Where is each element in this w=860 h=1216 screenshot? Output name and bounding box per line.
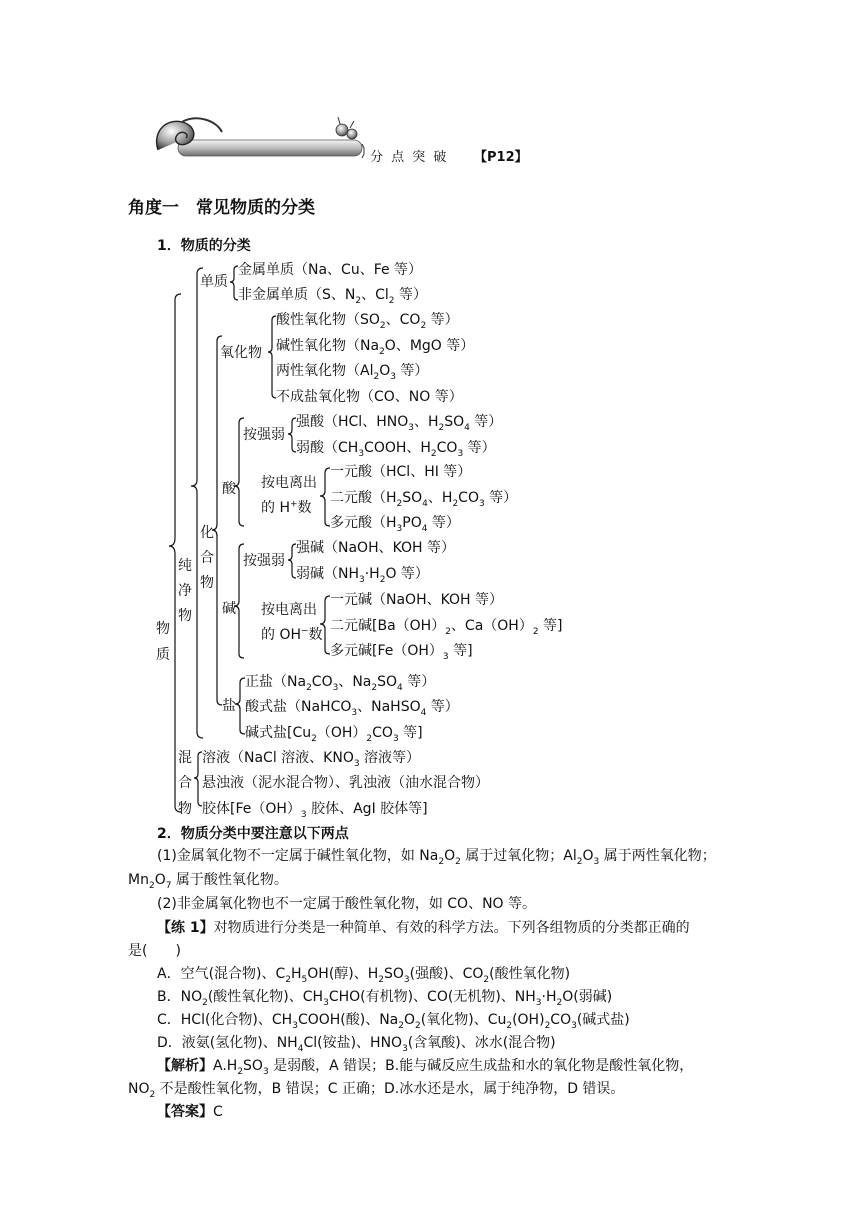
oxide-item-amphoteric: 两性氧化物（$Al_2O_3$ 等）: [276, 363, 429, 382]
mixture-colloid: 胶体[$Fe(OH)_3$ 胶体、AgI 胶体等]: [202, 801, 428, 820]
mixture-label-3: 物: [178, 801, 192, 817]
exercise-tag: 【练 1】: [157, 920, 214, 936]
element-item-nonmetal: 非金属单质（S、$N_2$、$Cl_2$ 等）: [238, 287, 427, 306]
mixture-suspension: 悬浊液（泥水混合物）、乳浊液（油水混合物）: [202, 775, 489, 791]
exercise-question-cont: 是( ): [128, 943, 181, 959]
base-weak: 弱碱（$NH_3\cdot H_2O$ 等）: [296, 566, 429, 585]
compound-label-1: 化: [200, 525, 214, 541]
analysis-tag: 【解析】: [157, 1058, 213, 1074]
oxide-item-neutral: 不成盐氧化物（CO、NO 等）: [276, 389, 463, 405]
mixture-label-1: 混: [178, 750, 192, 766]
answer: [157, 1101, 223, 1123]
acid-ion-label-2: 的 H+数: [261, 499, 312, 516]
tree-heading: 1．物质的分类: [157, 238, 251, 254]
base-strong: 强碱（NaOH、KOH 等）: [296, 540, 456, 556]
exercise-question: [157, 917, 690, 939]
answer-value: C: [213, 1104, 223, 1120]
oxide-item-basic: 碱性氧化物（$Na_2O$、MgO 等）: [276, 338, 475, 357]
root-label-2: 质: [156, 647, 170, 663]
pure-label-3: 物: [178, 608, 192, 624]
pure-label-1: 纯: [178, 558, 192, 574]
mixture-label-2: 合: [178, 775, 192, 791]
compound-label-3: 物: [200, 575, 214, 591]
analysis-cont: $NO_2$ 不是酸性氧化物，B 错误；C 正确；D.冰水还是水，属于纯净物，D 错误。: [128, 1081, 625, 1100]
salt-normal: 正盐（$Na_2CO_3$、$Na_2SO_4$ 等）: [245, 674, 436, 693]
answer-tag: 【答案】: [157, 1104, 213, 1120]
note-1-cont: $Mn_2O_7$ 属于酸性氧化物。: [128, 872, 288, 891]
acid-ion-label-1: 按电离出: [261, 475, 317, 491]
pure-label-2: 净: [178, 583, 192, 599]
acid-strong: 强酸（HCl、$HNO_3$、$H_2SO_4$ 等）: [296, 414, 503, 433]
option-a: A．空气(混合物)、$C_2H_5OH$(醇)、$H_2SO_3$(强酸)、$CO_2$(酸性氧化物): [157, 966, 571, 985]
option-d: D．液氨(氢化物)、$NH_4Cl$(铵盐)、$HNO_3$(含氧酸)、冰水(混合物): [157, 1035, 556, 1054]
oxide-item-acidic: 酸性氧化物（$SO_2$、$CO_2$ 等）: [276, 312, 459, 331]
compound-label-2: 合: [200, 550, 214, 566]
base-ion-label-2: 的 OH−数: [261, 626, 323, 643]
root-label-1: 物: [156, 621, 170, 637]
acid-weak: 弱酸（$CH_3COOH$、$H_2CO_3$ 等）: [296, 440, 496, 459]
element-label: 单质: [200, 274, 228, 290]
notes-heading: 2．物质分类中要注意以下两点: [157, 826, 349, 842]
salt-basic: 碱式盐[$Cu_2(OH)_2CO_3$ 等]: [245, 725, 423, 744]
mixture-solution: 溶液（NaCl 溶液、$KNO_3$ 溶液等）: [202, 750, 421, 769]
element-item-metal: 金属单质（Na、Cu、Fe 等）: [238, 262, 423, 278]
acid-strength-label: 按强弱: [243, 427, 285, 443]
base-strength-label: 按强弱: [243, 553, 285, 569]
base-mono: 一元碱（NaOH、KOH 等）: [330, 592, 504, 608]
header-label: 分 点 突 破: [370, 150, 449, 165]
acid-di: 二元酸（$H_2SO_4$、$H_2CO_3$ 等）: [330, 490, 518, 509]
option-c: C．HCl(化合物)、$CH_3COOH$(酸)、$Na_2O_2$(氧化物)、$Cu_2(OH)_2CO_3$(碱式盐): [157, 1012, 630, 1031]
base-ion-label-1: 按电离出: [261, 602, 317, 618]
oxide-label: 氧化物: [220, 345, 262, 361]
base-label: 碱: [222, 601, 236, 617]
exercise-question-text: 对物质进行分类是一种简单、有效的科学方法。下列各组物质的分类都正确的: [213, 920, 690, 936]
header-page-ref: 【P12】: [474, 150, 528, 165]
note-2: (2)非金属氧化物也不一定属于酸性氧化物，如 CO、NO 等。: [157, 896, 537, 912]
acid-label: 酸: [222, 481, 236, 497]
salt-acidic: 酸式盐（NaHCO$_3$、NaHSO$_4$ 等）: [245, 699, 459, 718]
base-poly: 多元碱[$Fe(OH)_3$ 等]: [330, 643, 473, 662]
analysis: 【解析】$A.H_2SO_3$ 是弱酸，A 错误；B.能与碱反应生成盐和水的氧化物是酸性氧化物，: [157, 1058, 694, 1077]
base-di: 二元碱[$Ba(OH)_2$、$Ca(OH)_2$ 等]: [330, 618, 563, 637]
acid-mono: 一元酸（HCl、HI 等）: [330, 464, 472, 480]
note-1: (1)金属氧化物不一定属于碱性氧化物，如 $Na_2O_2$ 属于过氧化物；$Al_2O_3$ 属于两性氧化物；: [157, 848, 716, 867]
option-b: B．$NO_2$(酸性氧化物)、$CH_3CHO$(有机物)、CO(无机物)、$NH_3\cdot H_2O$(弱碱): [157, 989, 613, 1008]
salt-label: 盐: [222, 698, 236, 714]
section-title: 角度一 常见物质的分类: [128, 198, 315, 218]
acid-poly: 多元酸（$H_3PO_4$ 等）: [330, 515, 460, 534]
